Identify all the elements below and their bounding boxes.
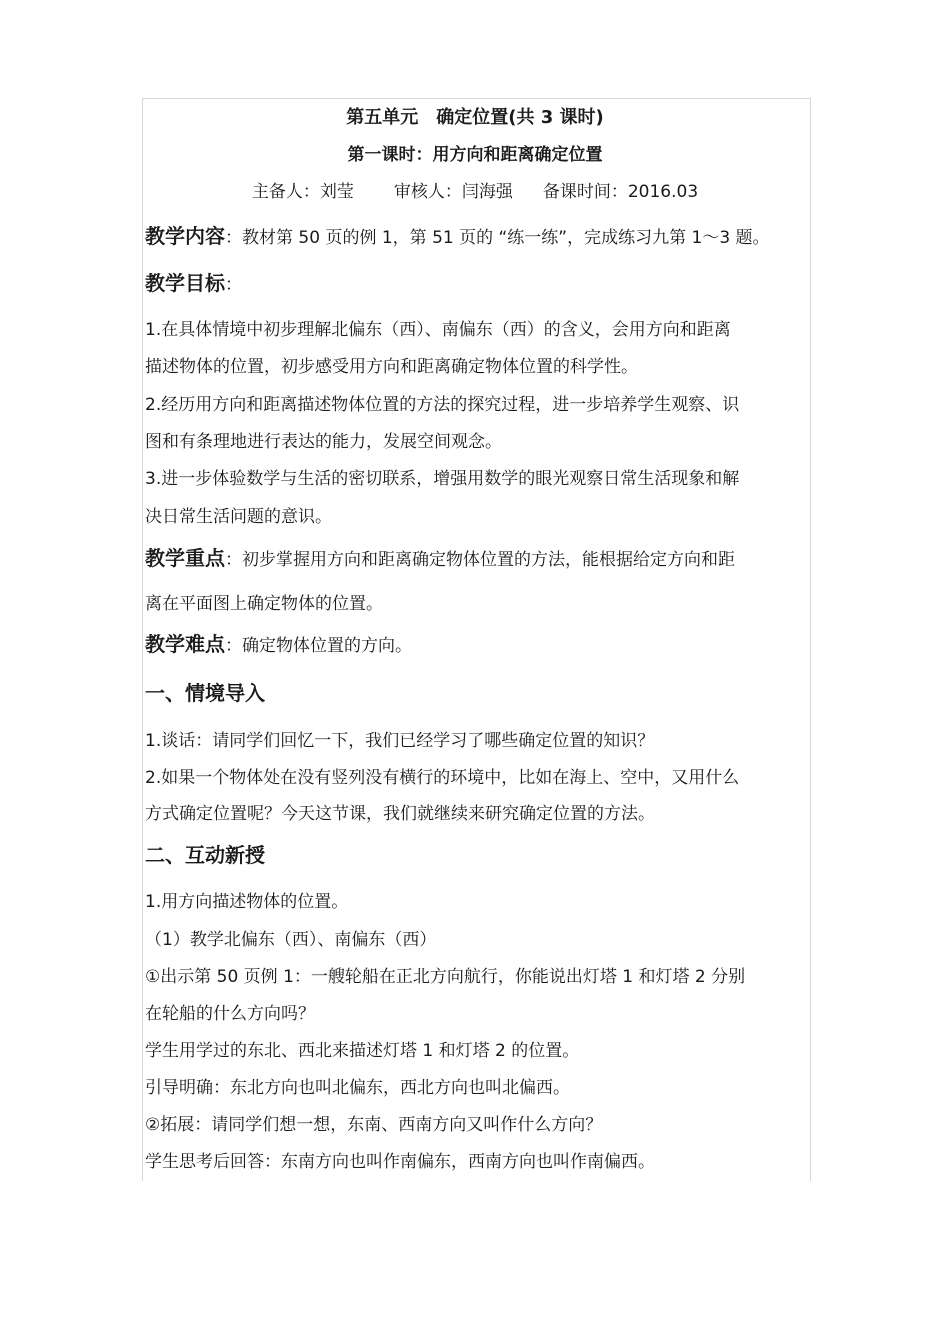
goal-line: 1.在具体情境中初步理解北偏东（西）、南偏东（西）的含义，会用方向和距离 xyxy=(145,320,731,340)
new-line: （1）教学北偏东（西）、南偏东（西） xyxy=(145,930,437,950)
goal-line: 3.进一步体验数学与生活的密切联系，增强用数学的眼光观察日常生活现象和解 xyxy=(145,469,740,489)
teaching-content-label: 教学内容 xyxy=(145,224,225,248)
key-point xyxy=(145,546,735,572)
unit-title: 第五单元 确定位置(共 3 课时) xyxy=(346,107,604,128)
difficulty xyxy=(145,632,412,658)
preparer: 主备人：刘莹 xyxy=(251,182,354,202)
teaching-goals-heading xyxy=(145,271,242,297)
difficulty-label: 教学难点 xyxy=(145,632,225,656)
prep-date: 备课时间：2016.03 xyxy=(542,182,699,202)
section-heading-intro: 一、情境导入 xyxy=(145,681,265,705)
teaching-goals-suffix: ： xyxy=(225,275,242,295)
new-line: 学生思考后回答：东南方向也叫作南偏东，西南方向也叫作南偏西。 xyxy=(145,1152,655,1172)
teaching-content xyxy=(145,224,770,250)
goal-line: 图和有条理地进行表达的能力，发展空间观念。 xyxy=(145,432,502,452)
goal-line: 2.经历用方向和距离描述物体位置的方法的探究过程，进一步培养学生观察、识 xyxy=(145,395,740,415)
intro-line: 2.如果一个物体处在没有竖列没有横行的环境中，比如在海上、空中，又用什么 xyxy=(145,768,740,788)
new-line: 1.用方向描述物体的位置。 xyxy=(145,892,349,912)
teaching-content-text: ：教材第 50 页的例 1，第 51 页的 “练一练”，完成练习九第 1～3 题。 xyxy=(225,228,770,248)
goal-line: 描述物体的位置，初步感受用方向和距离确定物体位置的科学性。 xyxy=(145,357,638,377)
reviewer: 审核人：闫海强 xyxy=(393,182,513,202)
key-point-label: 教学重点 xyxy=(145,546,225,570)
section-heading-new: 二、互动新授 xyxy=(145,843,265,867)
key-point-continued: 离在平面图上确定物体的位置。 xyxy=(145,594,383,614)
intro-line: 1.谈话：请同学们回忆一下，我们已经学习了哪些确定位置的知识？ xyxy=(145,731,655,751)
new-line: ①出示第 50 页例 1：一艘轮船在正北方向航行，你能说出灯塔 1 和灯塔 2 分别 xyxy=(145,967,746,987)
new-line: 引导明确：东北方向也叫北偏东，西北方向也叫北偏西。 xyxy=(145,1078,570,1098)
new-line: 在轮船的什么方向吗？ xyxy=(145,1004,315,1024)
new-line: 学生用学过的东北、西北来描述灯塔 1 和灯塔 2 的位置。 xyxy=(145,1041,580,1061)
lesson-title: 第一课时：用方向和距离确定位置 xyxy=(347,145,603,165)
difficulty-text: ：确定物体位置的方向。 xyxy=(225,636,412,656)
lesson-meta xyxy=(0,180,950,204)
teaching-goals-label: 教学目标 xyxy=(145,271,225,295)
goal-line: 决日常生活问题的意识。 xyxy=(145,507,332,527)
new-line: ②拓展：请同学们想一想，东南、西南方向又叫作什么方向？ xyxy=(145,1115,603,1135)
key-point-text: ：初步掌握用方向和距离确定物体位置的方法，能根据给定方向和距 xyxy=(225,550,735,570)
intro-line: 方式确定位置呢？今天这节课，我们就继续来研究确定位置的方法。 xyxy=(145,804,655,824)
